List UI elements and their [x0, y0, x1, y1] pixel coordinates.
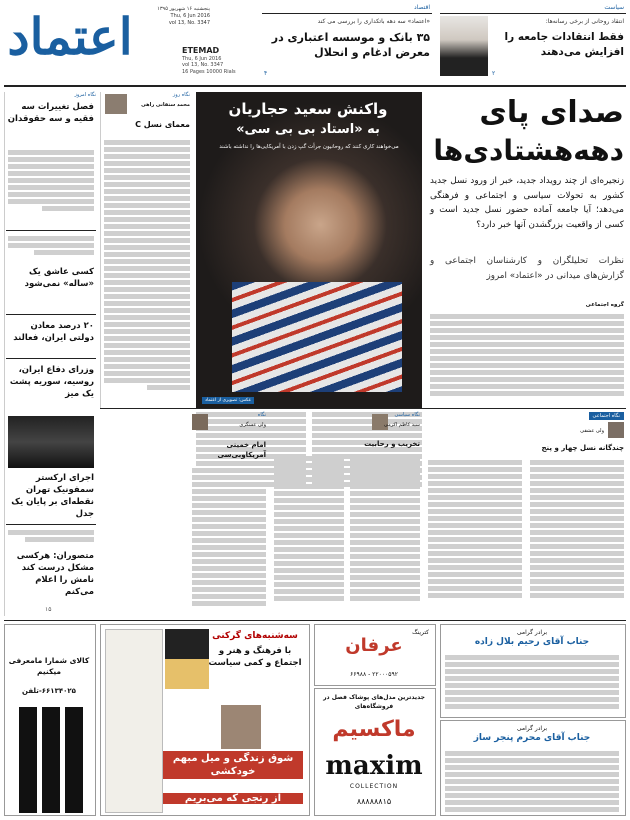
photo-story-subtitle: به «استاد بی بی سی» — [236, 122, 380, 137]
author-name: ولی عشقی — [580, 428, 604, 434]
note-card[interactable] — [426, 412, 626, 618]
date-line: vol 13, No. 3347 — [168, 20, 210, 26]
author-name: ولی عسگری — [239, 422, 266, 428]
teaser-title: ۳۵ بانک و موسسه اعتباری در معرض ادغام و انحلال — [271, 31, 430, 59]
brief-title[interactable]: وزرای دفاع ایران، روسیه، سوریه پشت یک میز — [9, 365, 94, 399]
ads-divider — [4, 620, 626, 621]
ad-condolence[interactable] — [440, 720, 626, 816]
date-box — [140, 6, 210, 46]
ad-catering-brand: عرفان — [345, 635, 403, 656]
group-label: گروه اجتماعی — [585, 302, 624, 308]
teaser-kicker: انتقاد روحانی از برخی رسانه‌ها: — [545, 18, 624, 25]
note-card[interactable] — [190, 412, 268, 618]
photo-credit: عکس: تصویری از اعتماد — [202, 397, 254, 404]
ad-kalai[interactable] — [4, 624, 96, 816]
ad-catering-phone: ۲۲۰۰۰۵۹۲ - ۶۶۹۸۸ — [350, 671, 398, 678]
brief-title[interactable]: ۲۰ درصد معادن دولتی ایران، فعالند — [13, 321, 94, 343]
page-number: ۲ — [492, 70, 496, 77]
brief-body — [8, 148, 94, 213]
briefs-label: نگاه امروز — [74, 92, 96, 98]
section-divider — [100, 408, 626, 409]
teaser-title: فقط انتقادات جامعه را افزایش می‌دهند — [504, 31, 624, 58]
brief-body — [8, 528, 94, 544]
note-title: چندگانه نسل چهار و پنج — [541, 444, 624, 452]
ad-maxim-brand-en: maxim — [325, 751, 423, 781]
ad-maxim[interactable] — [314, 688, 436, 816]
opinion-body — [104, 138, 190, 392]
brief-body — [8, 234, 94, 257]
ad-maxim-brand-fa: ماکسیم — [332, 717, 416, 742]
book-cover — [105, 629, 163, 813]
author-name: محمد ستفانی راهی — [141, 102, 190, 108]
lead-story[interactable] — [428, 92, 626, 408]
photo-story-title: واکنش سعید حجاریان — [228, 100, 388, 118]
date-line: پنجشنبه ۱۶ شهریور ۱۳۹۵ — [157, 6, 210, 12]
ad-kalai-phone: ۶۶۱۳۴۰۲۵-تلفن — [22, 687, 76, 695]
opinion-label: نگاه روز — [172, 92, 190, 98]
ad-kalai-title: کالای شمارا مامعرفی میکنیم — [8, 656, 90, 676]
masthead-logo: اعتماد — [7, 7, 133, 66]
orchestra-photo — [8, 416, 94, 468]
ad-book-line: سه‌شنبه‌های گرکنی — [212, 631, 298, 641]
author-photo — [192, 414, 208, 430]
teaser-politics[interactable] — [440, 4, 626, 78]
ad-maxim-top: جدیدترین مدل‌های پوشاک فصل در فروشگاه‌های — [323, 694, 425, 710]
ad-condolence[interactable] — [440, 624, 626, 718]
teaser-economy[interactable] — [262, 4, 432, 78]
condolence-title: جناب آقای محرم پنجر ساز — [473, 733, 591, 743]
condolence-label: برادر گرامی — [516, 629, 548, 636]
author-name: سید کاظم اکرمی — [383, 422, 420, 428]
teaser-kicker: «اعتماد» سه دهه باتکداری را بررسی می کند — [317, 18, 430, 25]
briefs-column — [4, 92, 96, 616]
brief-title[interactable]: کسی عاشق یک «ساله» نمی‌شود — [24, 267, 94, 289]
issue-number: vol 13, No. 3347 — [182, 62, 224, 69]
lead-body: زنجیره‌ای از چند رویداد جدید، خبر از ورود نسل جدید کشور به تحولات سیاسی و اجتماعی و فرهنگی می‌دهد؛ آیا جامعه آماده حضور نسل جدید است و کسی از واقعیت بزرگشدن آنها خبر دارد؟ — [430, 176, 624, 230]
condolence-label: برادر گرامی — [516, 725, 548, 732]
ad-catering-label: کترینگ — [412, 629, 429, 636]
lead-sub: نظرات تحلیلگران و کارشناسان اجتماعی و گزارش‌های میدانی در «اعتماد» امروز — [430, 256, 624, 281]
ad-book-line: شوق زندگی و میل مبهم خودکشی — [163, 751, 303, 779]
page-number: ۱۵ — [45, 606, 52, 613]
date-line: Thu, 6 Jun 2016 — [170, 13, 210, 19]
page-number: ۴ — [264, 70, 268, 77]
ad-catering[interactable] — [314, 624, 436, 686]
teaser-label: سیاست — [604, 4, 624, 11]
shirt-stripes — [232, 282, 402, 392]
lead-text — [430, 312, 624, 398]
note-label: نگاه اجتماعی — [589, 412, 624, 420]
note-label: نگاه سیاسی — [394, 412, 420, 418]
note-card[interactable] — [272, 412, 422, 618]
masthead-latin: ETEMAD — [182, 46, 220, 55]
issue-price: 16 Pages 10000 Rials — [182, 68, 236, 75]
masthead-info — [182, 56, 242, 75]
author-photo — [608, 422, 624, 438]
photo-story-kicker: می‌خواهند کاری کنند که روحانیون جرأت گپ زدن با آمریکایی‌ها را نداشته باشند — [219, 144, 399, 150]
rouhani-photo — [440, 16, 488, 76]
businessmen-silhouette — [19, 707, 83, 813]
note-title: امام خمینی آمریکاوبی‌سی — [217, 441, 266, 459]
masthead-divider — [4, 85, 626, 87]
ad-book-line: از رنجی که می‌بریم — [163, 793, 303, 804]
ad-book[interactable] — [100, 624, 310, 816]
brief-title[interactable]: فصل تغییرات سه فقیه و سه حقوقدان — [7, 102, 94, 124]
ad-maxim-phone: ۸۸۸۸۸۸۱۵ — [356, 797, 392, 806]
brief-title[interactable]: اجرای ارکستر سمفونیک تهران نقطه‌ای بر پایان یک جدل — [11, 473, 94, 519]
condolence-title: جناب آقای رحیم بلال زاده — [474, 637, 590, 647]
lead-title: صدای پای — [479, 95, 624, 130]
brief-title[interactable]: متصوران: هرکسی مشکل درست کند نامش را اعلام می‌کنم — [16, 551, 94, 597]
ad-book-line: با فرهنگ و هنر و اجتماع و کمی سیاست — [208, 646, 302, 668]
note-label: نگاه — [257, 412, 266, 418]
issue-date: Thu, 6 Jun 2016 — [182, 56, 222, 62]
opinion-title[interactable]: معمای نسل C — [135, 120, 190, 129]
ad-maxim-sub: COLLECTION — [349, 783, 399, 790]
photo-story[interactable] — [196, 92, 422, 408]
hanging-figure-icon — [165, 629, 209, 689]
author-photo — [105, 94, 127, 114]
author-photo — [221, 705, 261, 749]
note-title: تخریب و رحابیت — [364, 440, 420, 448]
lead-title: دهه‌هشتادی‌ها — [433, 134, 624, 167]
teaser-label: اقتصاد — [413, 4, 430, 11]
opinion-column — [100, 92, 192, 408]
masthead — [0, 0, 630, 88]
